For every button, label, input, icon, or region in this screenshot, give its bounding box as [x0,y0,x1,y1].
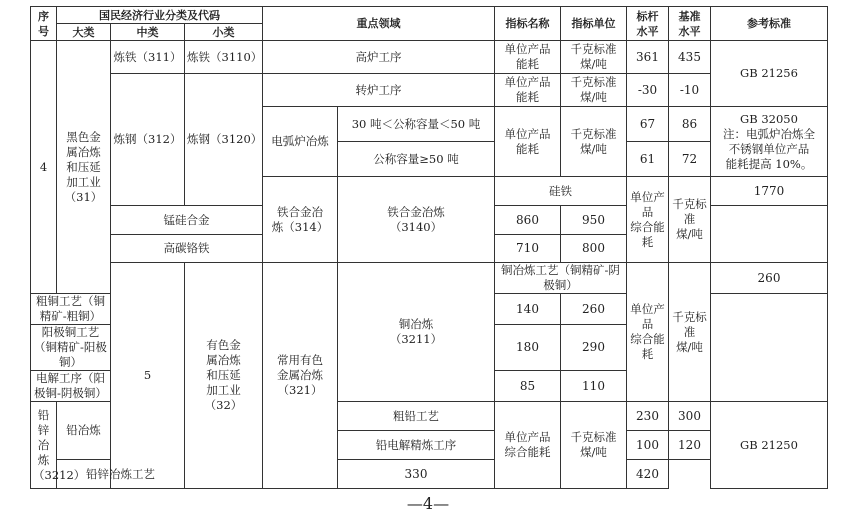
benchmark-blast: 361 [627,41,669,74]
baseline-cu4: 110 [561,371,627,402]
baseline-blast: 435 [669,41,711,74]
header-major: 大类 [57,24,111,41]
baseline-mnsi: 950 [561,206,627,235]
group4-alloy-medium: 铁合金冶 炼（314） [263,177,338,263]
field-hcfecr: 高碳铬铁 [111,235,263,263]
field-converter: 转炉工序 [263,74,495,107]
table-row [31,74,828,107]
table-row [31,460,828,489]
unit-blast: 千克标准 煤/吨 [561,41,627,74]
header-reference: 参考标准 [711,7,828,41]
baseline-cu3: 290 [561,325,627,371]
header-industry: 国民经济行业分类及代码 [57,7,263,24]
field-blast: 高炉工序 [263,41,495,74]
ref-iron-steel: GB 21256 [711,41,828,107]
name-converter: 单位产品 能耗 [495,74,561,107]
group4-seq: 4 [31,41,57,294]
header-indicator-unit: 指标单位 [561,7,627,41]
unit-converter: 千克标准 煤/吨 [561,74,627,107]
ref-eaf: GB 32050 注：电弧炉冶炼全 不锈钢单位产品 能耗提高 10%。 [711,107,828,177]
baseline-eaf-small: 86 [669,107,711,142]
name-blast: 单位产品 能耗 [495,41,561,74]
baseline-hcfecr: 800 [561,235,627,263]
group4-alloy-minor: 铁合金冶炼 （3140） [338,177,495,263]
unit-cu: 千克标准 煤/吨 [669,263,711,402]
table-row [31,41,828,74]
benchmark-cu4: 85 [495,371,561,402]
field-eaf-small: 30 吨＜公称容量＜50 吨 [338,107,495,142]
baseline-zn1: 420 [627,460,669,489]
benchmark-pb1: 230 [627,402,669,431]
field-cu4: 电解工序（阳极铜-阴极铜） [31,371,111,402]
unit-eaf: 千克标准 煤/吨 [561,107,627,177]
header-benchmark: 标杆 水平 [627,7,669,41]
ref-pb: GB 21250 [711,402,828,489]
baseline-pb1: 300 [669,402,711,431]
name-cu: 单位产品 综合能耗 [627,263,669,402]
group5-seq: 5 [111,263,185,489]
baseline-eaf-large: 72 [669,142,711,177]
group4-major: 黑色金 属冶炼 和压延 加工业 （31） [57,41,111,294]
field-silicon: 硅铁 [495,177,627,206]
unit-pb: 千克标准 煤/吨 [561,402,627,489]
group5-copper-minor: 铜冶炼 （3211） [338,263,495,402]
field-pb2: 铅电解精炼工序 [338,431,495,460]
header-medium: 中类 [111,24,185,41]
benchmark-silicon: 1770 [711,177,828,206]
benchmark-cu1: 260 [711,263,828,294]
energy-benchmark-table [30,6,828,489]
name-eaf: 单位产品 能耗 [495,107,561,177]
table-row [31,263,828,294]
field-mnsi: 锰硅合金 [111,206,263,235]
group4-eaf: 电弧炉冶炼 [263,107,338,177]
header-baseline: 基准 水平 [669,7,711,41]
group5-major: 有色金 属冶炼 和压延 加工业 （32） [185,263,263,489]
group5-leadzinc-minor: 铅锌冶炼 （3212） [31,402,57,489]
name-alloy: 单位产品 综合能耗 [627,177,669,263]
baseline-cu2: 260 [561,294,627,325]
field-cu3: 阳极铜工艺（铜精矿-阳极铜） [31,325,111,371]
unit-alloy: 千克标准 煤/吨 [669,177,711,263]
benchmark-mnsi: 860 [495,206,561,235]
benchmark-eaf-large: 61 [627,142,669,177]
name-pb: 单位产品 综合能耗 [495,402,561,489]
group4-iron-minor: 炼铁（3110） [185,41,263,74]
benchmark-cu3: 180 [495,325,561,371]
benchmark-hcfecr: 710 [495,235,561,263]
field-cu1: 铜冶炼工艺（铜精矿-阴极铜） [495,263,627,294]
benchmark-zn1: 330 [338,460,495,489]
group4-steel-medium: 炼钢（312） [111,74,185,206]
header-minor: 小类 [185,24,263,41]
group5-lead-smelt: 铅冶炼 [57,402,111,460]
benchmark-pb2: 100 [627,431,669,460]
benchmark-cu2: 140 [495,294,561,325]
page-number: —4— [406,494,450,513]
field-eaf-large: 公称容量≥50 吨 [338,142,495,177]
field-cu2: 粗铜工艺（铜精矿-粗铜） [31,294,111,325]
group4-steel-minor: 炼钢（3120） [185,74,263,206]
field-zn1: 铅锌冶炼工艺 [57,460,185,489]
baseline-pb2: 120 [669,431,711,460]
benchmark-converter: -30 [627,74,669,107]
group5-medium: 常用有色 金属冶炼 （321） [263,263,338,489]
header-seq: 序 号 [31,7,57,41]
baseline-converter: -10 [669,74,711,107]
header-field: 重点领域 [263,7,495,41]
benchmark-eaf-small: 67 [627,107,669,142]
group4-iron-medium: 炼铁（311） [111,41,185,74]
header-indicator-name: 指标名称 [495,7,561,41]
field-pb1: 粗铅工艺 [338,402,495,431]
